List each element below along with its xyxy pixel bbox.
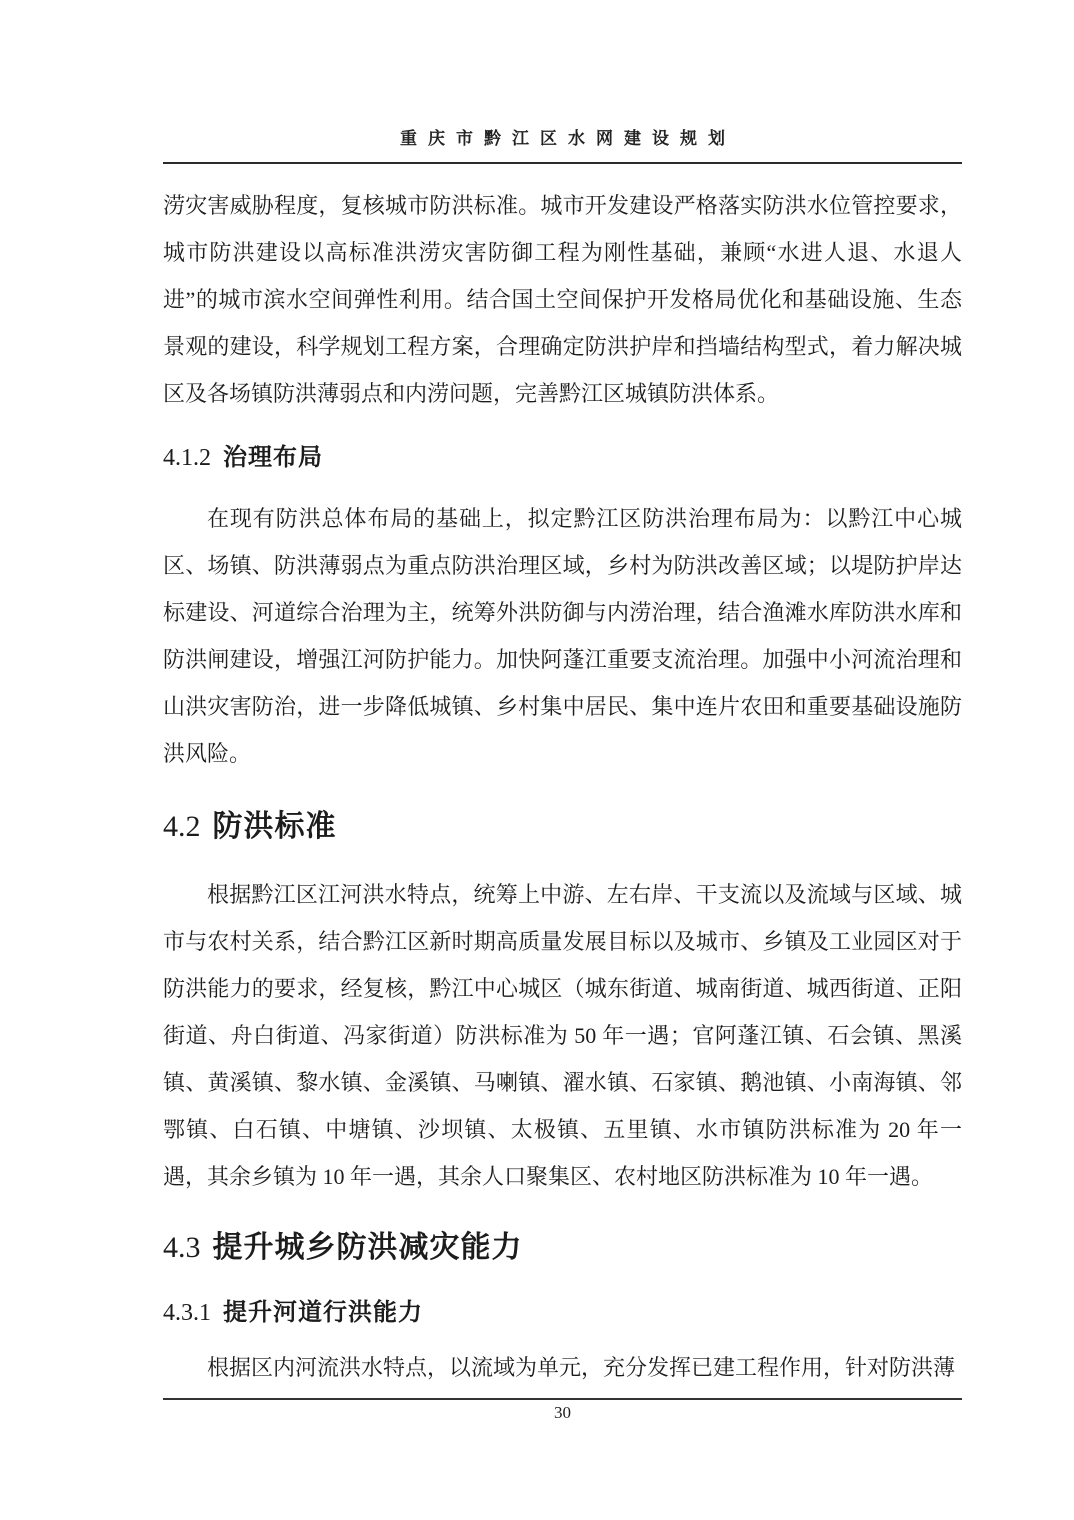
page-number: 30 bbox=[554, 1403, 571, 1422]
heading-4-3-1-title: 提升河道行洪能力 bbox=[223, 1299, 423, 1326]
text-column bbox=[163, 124, 962, 1391]
heading-4-2-number: 4.2 bbox=[163, 810, 201, 843]
footer-divider bbox=[163, 1398, 962, 1400]
heading-4-1-2-title: 治理布局 bbox=[223, 444, 323, 471]
page-header-title: 重庆市黔江区水网建设规划 bbox=[163, 124, 962, 164]
heading-4-3-title: 提升城乡防洪减灾能力 bbox=[212, 1231, 523, 1264]
heading-4-3 bbox=[163, 1226, 962, 1270]
heading-4-3-number: 4.3 bbox=[163, 1231, 201, 1264]
heading-4-3-1 bbox=[163, 1296, 962, 1330]
paragraph-continuation: 涝灾害威胁程度，复核城市防洪标准。城市开发建设严格落实防洪水位管控要求，城市防洪建设以高标准洪涝灾害防御工程为刚性基础，兼顾“水进人退、水退人进”的城市滨水空间弹性利用。结合国土空间保护开发格局优化和基础设施、生态景观的建设，科学规划工程方案，合理确定防洪护岸和挡墙结构型式，着力解决城区及各场镇防洪薄弱点和内涝问题，完善黔江区城镇防洪体系。 bbox=[163, 193, 962, 406]
paragraph-section-4-2: 根据黔江区江河洪水特点，统筹上中游、左右岸、干支流以及流域与区域、城市与农村关系，结合黔江区新时期高质量发展目标以及城市、乡镇及工业园区对于防洪能力的要求，经复核，黔江中心城区（城东街道、城南街道、城西街道、正阳街道、舟白街道、冯家街道）防洪标准为 50 年一遇；官阿蓬江镇、石会镇、黑溪镇、黄溪镇、黎水镇、金溪镇、马喇镇、濯水镇、石家镇、鹅池镇、小南海镇、邻鄂镇、白石镇、中塘镇、沙坝镇、太极镇、五里镇、水市镇防洪标准为 20 年一遇，其余乡镇为 10 年一遇，其余人口聚集区、农村地区防洪标准为 10 年一遇。 bbox=[163, 882, 962, 1189]
heading-4-2-title: 防洪标准 bbox=[212, 810, 337, 843]
heading-4-2 bbox=[163, 805, 962, 849]
heading-4-3-1-number: 4.3.1 bbox=[163, 1300, 211, 1326]
heading-4-1-2-number: 4.1.2 bbox=[163, 445, 211, 471]
heading-4-1-2 bbox=[163, 441, 962, 475]
paragraph-section-4-3-1: 根据区内河流洪水特点，以流域为单元，充分发挥已建工程作用，针对防洪薄 bbox=[207, 1355, 956, 1380]
paragraph-section-4-1-2: 在现有防洪总体布局的基础上，拟定黔江区防洪治理布局为：以黔江中心城区、场镇、防洪薄弱点为重点防洪治理区域，乡村为防洪改善区域；以堤防护岸达标建设、河道综合治理为主，统筹外洪防御与内涝治理，结合渔滩水库防洪水库和防洪闸建设，增强江河防护能力。加快阿蓬江重要支流治理。加强中小河流治理和山洪灾害防治，进一步降低城镇、乡村集中居民、集中连片农田和重要基础设施防洪风险。 bbox=[163, 506, 962, 766]
